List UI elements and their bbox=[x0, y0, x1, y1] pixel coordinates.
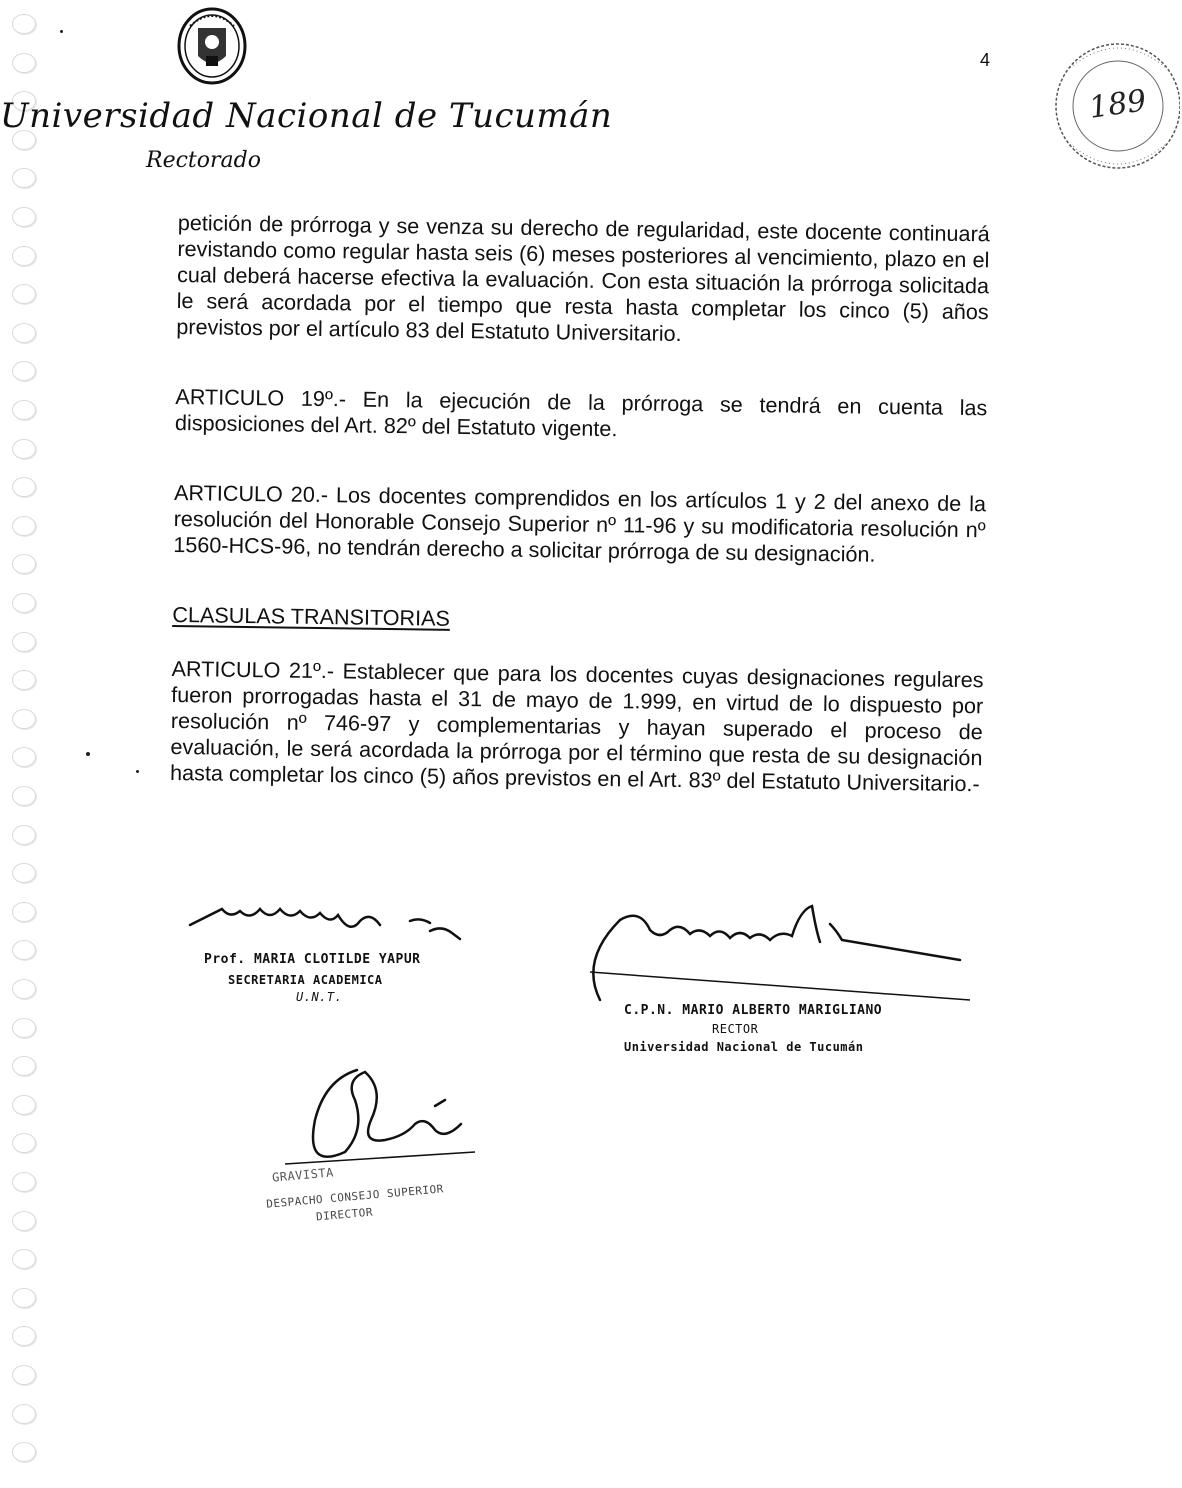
speck bbox=[86, 752, 90, 756]
signature-right-name: C.P.N. MARIO ALBERTO MARIGLIANO bbox=[624, 1003, 883, 1018]
section-heading-wrapper bbox=[172, 602, 984, 639]
article-21: ARTICULO 21º.- Establecer que para los docentes cuyas designaciones regulares fueron prorrogadas hasta el 31 de mayo de 1.999, en virtud de lo dispuesto por resolución nº 746-97 y complementarias y hayan superado el proceso de evaluación, le será acordada la prórroga por el término que resta de su designación hasta completar los cinco (5) años previstos en el Art. 83º del Estatuto Universitario.- bbox=[169, 655, 984, 797]
binder-hole bbox=[12, 786, 36, 806]
signature-bottom-line3: DIRECTOR bbox=[315, 1205, 374, 1224]
binder-hole bbox=[12, 439, 36, 459]
signature-left-title: SECRETARIA ACADEMICA bbox=[228, 973, 383, 987]
binder-hole bbox=[12, 1404, 36, 1424]
binder-hole bbox=[12, 747, 36, 767]
signature-right-org: Universidad Nacional de Tucumán bbox=[624, 1040, 864, 1054]
binder-hole bbox=[12, 1442, 36, 1462]
binder-hole bbox=[12, 863, 36, 883]
binder-hole bbox=[12, 400, 36, 420]
letterhead-subtitle: Rectorado bbox=[146, 148, 261, 173]
binder-hole bbox=[12, 207, 36, 227]
binder-hole bbox=[12, 1365, 36, 1385]
document-body bbox=[169, 210, 990, 841]
binder-hole bbox=[12, 284, 36, 304]
speck bbox=[60, 30, 63, 33]
speck bbox=[136, 770, 139, 773]
binder-hole bbox=[12, 323, 36, 343]
signature-bottom-scrawl-icon bbox=[285, 1060, 485, 1180]
binder-hole bbox=[12, 593, 36, 613]
binder-hole bbox=[12, 1326, 36, 1346]
binder-hole bbox=[12, 1056, 36, 1076]
binder-hole bbox=[12, 1211, 36, 1231]
binder-hole bbox=[12, 825, 36, 845]
binder-hole bbox=[12, 1018, 36, 1038]
university-crest-icon bbox=[176, 6, 248, 86]
signature-right-title: RECTOR bbox=[712, 1022, 759, 1036]
binder-hole bbox=[12, 1288, 36, 1308]
page-number: 4 bbox=[980, 50, 991, 70]
binder-hole bbox=[12, 516, 36, 536]
binder-hole bbox=[12, 14, 36, 34]
binder-hole bbox=[12, 670, 36, 690]
binder-hole bbox=[12, 168, 36, 188]
stamp-number: 189 bbox=[1087, 83, 1149, 126]
binder-hole bbox=[12, 940, 36, 960]
letterhead-title: Universidad Nacional de Tucumán bbox=[0, 96, 613, 136]
binder-holes bbox=[0, 0, 60, 1488]
signature-right-scrawl-icon bbox=[580, 900, 980, 1020]
binder-hole bbox=[12, 53, 36, 73]
secretariat-stamp-icon bbox=[1040, 28, 1180, 178]
binder-hole bbox=[12, 632, 36, 652]
binder-hole bbox=[12, 246, 36, 266]
binder-hole bbox=[12, 709, 36, 729]
section-heading: CLASULAS TRANSITORIAS bbox=[172, 601, 451, 631]
binder-hole bbox=[12, 902, 36, 922]
binder-hole bbox=[12, 1133, 36, 1153]
binder-hole bbox=[12, 1172, 36, 1192]
binder-hole bbox=[12, 1249, 36, 1269]
binder-hole bbox=[12, 979, 36, 999]
signature-bottom-line1: GRAVISTA bbox=[271, 1165, 335, 1185]
signature-left-name: Prof. MARIA CLOTILDE YAPUR bbox=[204, 952, 421, 967]
signature-bottom-line2: DESPACHO CONSEJO SUPERIOR bbox=[265, 1182, 445, 1211]
article-19: ARTICULO 19º.- En la ejecución de la prórroga se tendrá en cuenta las disposiciones del Art. 82º del Estatuto vigente. bbox=[174, 383, 988, 442]
article-20: ARTICULO 20.- Los docentes comprendidos en los artículos 1 y 2 del anexo de la resolución del Honorable Consejo Superior nº 11-96 y su modificatoria resolución nº 1560-HCS-96, no tendrán derecho a solicitar prórroga de su designación. bbox=[173, 479, 987, 567]
paragraph-continuation: petición de prórroga y se venza su derecho de regularidad, este docente continuará revistando como regular hasta seis (6) meses posteriores al vencimiento, plazo en el cual deberá hacerse efectiva la evaluación. Con esta situación la prórroga solicitada le será acordada por el tiempo que resta hasta completar los cinco (5) años previstos por el artículo 83 del Estatuto Universitario. bbox=[176, 210, 990, 347]
binder-hole bbox=[12, 1095, 36, 1115]
binder-hole bbox=[12, 361, 36, 381]
signature-left-org: U.N.T. bbox=[296, 990, 343, 1004]
binder-hole bbox=[12, 477, 36, 497]
binder-hole bbox=[12, 554, 36, 574]
signature-left-scrawl-icon bbox=[180, 895, 480, 955]
